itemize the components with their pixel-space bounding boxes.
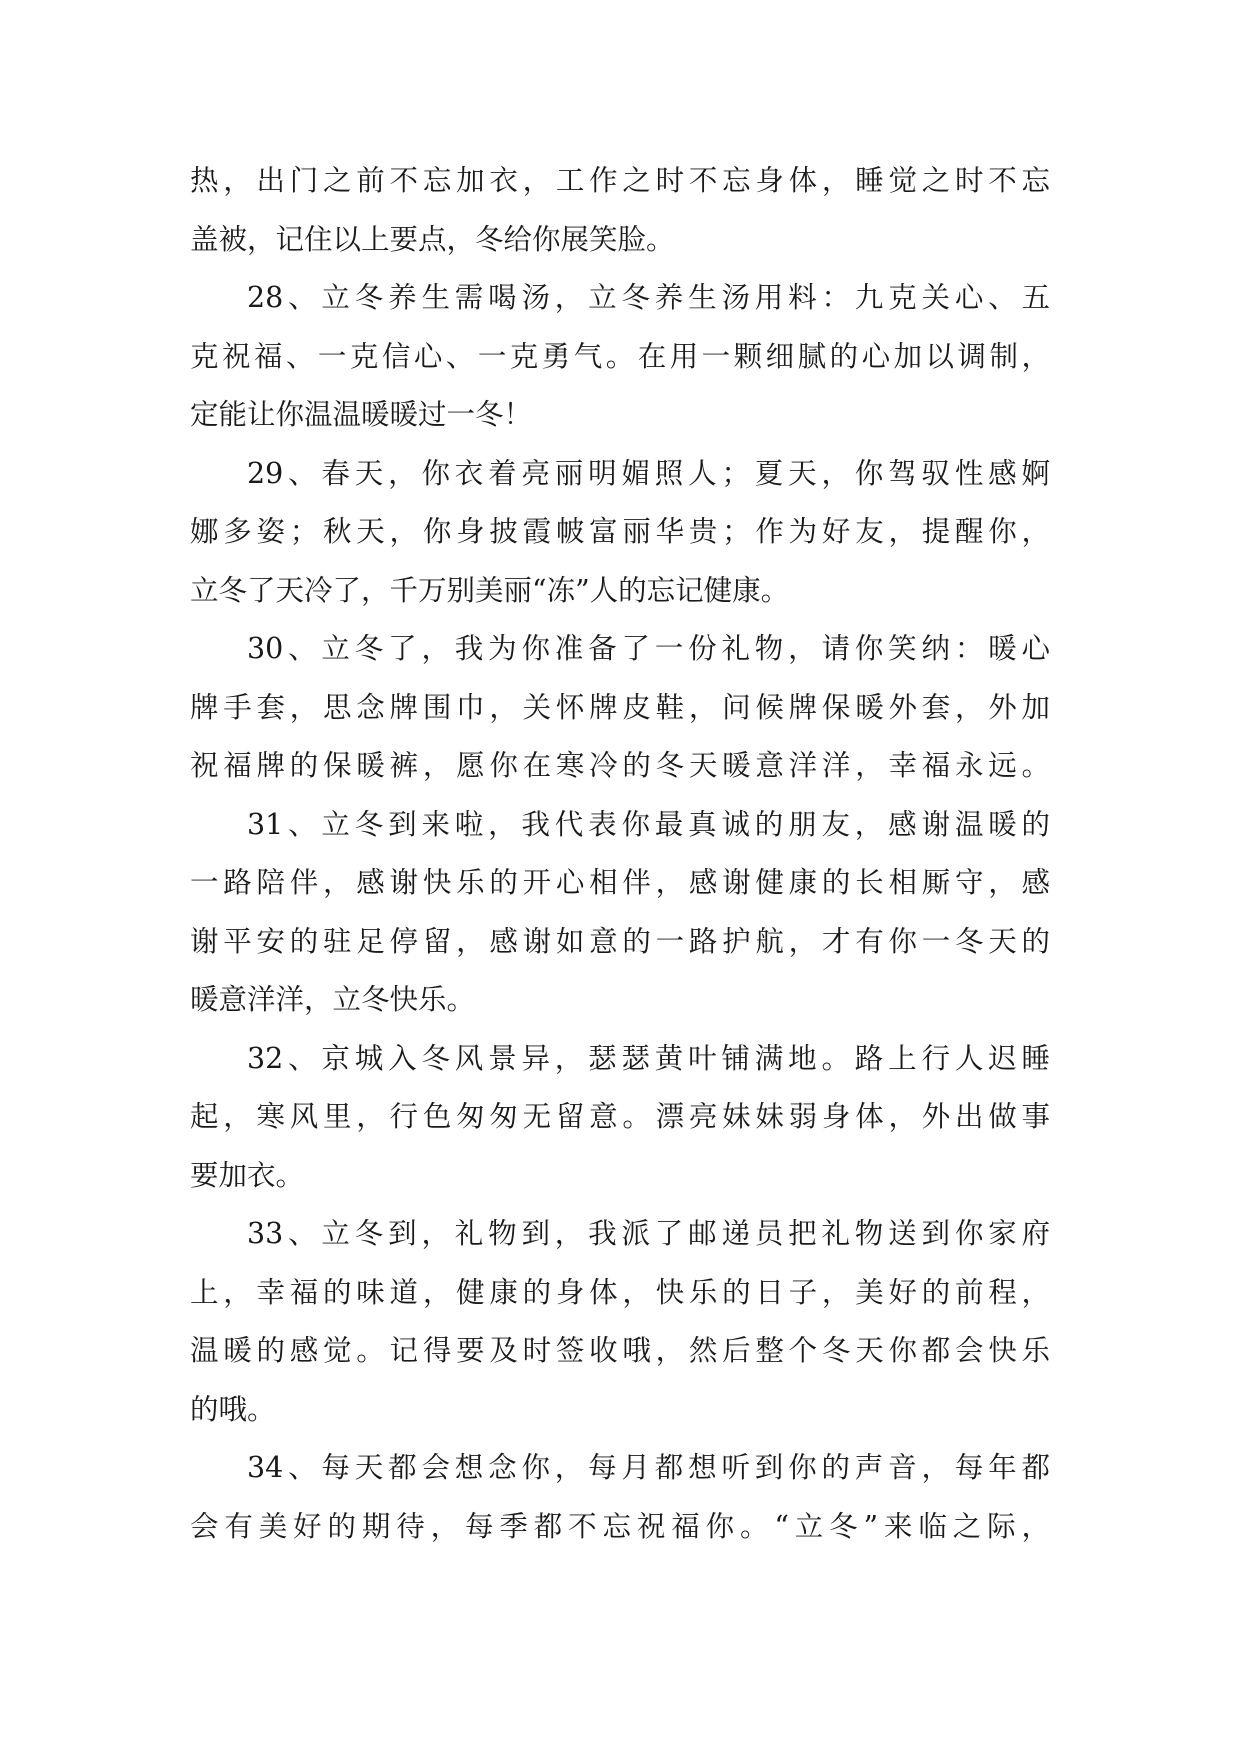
text-line: 定能让你温温暖暖过一冬！ <box>190 398 533 431</box>
paragraph-28-start: 28、立冬养生需喝汤，立冬养生汤用料：九克关心、五 <box>247 281 1050 314</box>
text-line: 的哦。 <box>190 1392 276 1426</box>
text-line: 热，出门之前不忘加衣，工作之时不忘身体，睡觉之时不忘 <box>190 164 1050 197</box>
text-line: 暖意洋洋，立冬快乐。 <box>190 983 476 1016</box>
text-line: 盖被，记住以上要点，冬给你展笑脸。 <box>190 222 675 256</box>
text-line: 祝福牌的保暖裤，愿你在寒冷的冬天暖意洋洋，幸福永远。 <box>190 749 1050 782</box>
text-line: 起，寒风里，行色匆匆无留意。漂亮妹妹弱身体，外出做事 <box>190 1100 1050 1133</box>
text-line: 温暖的感觉。记得要及时签收哦，然后整个冬天你都会快乐 <box>190 1334 1050 1367</box>
text-line: 上，幸福的味道，健康的身体，快乐的日子，美好的前程， <box>190 1275 1050 1309</box>
body-text <box>190 152 1050 1556</box>
text-line: 会有美好的期待，每季都不忘祝福你。“立冬”来临之际， <box>190 1509 1050 1543</box>
paragraph-29-start: 29、春天，你衣着亮丽明媚照人；夏天，你驾驭性感婀 <box>247 456 1050 490</box>
paragraph-32-start: 32、京城入冬风景异，瑟瑟黄叶铺满地。路上行人迟睡 <box>247 1041 1050 1075</box>
text-line: 娜多姿；秋天，你身披霞帔富丽华贵；作为好友，提醒你， <box>190 515 1050 548</box>
paragraph-34-start: 34、每天都会想念你，每月都想听到你的声音，每年都 <box>247 1451 1050 1484</box>
paragraph-31-start: 31、立冬到来啦，我代表你最真诚的朋友，感谢温暖的 <box>247 807 1050 841</box>
text-line: 立冬了天冷了，千万别美丽“冻”人的忘记健康。 <box>190 573 790 607</box>
text-line: 谢平安的驻足停留，感谢如意的一路护航，才有你一冬天的 <box>190 924 1050 958</box>
text-line: 要加衣。 <box>190 1158 305 1192</box>
text-line: 一路陪伴，感谢快乐的开心相伴，感谢健康的长相厮守，感 <box>190 866 1050 899</box>
paragraph-30-start: 30、立冬了，我为你准备了一份礼物，请你笑纳：暖心 <box>247 632 1050 665</box>
text-line: 克祝福、一克信心、一克勇气。在用一颗细腻的心加以调制， <box>190 339 1050 373</box>
paragraph-33-start: 33、立冬到，礼物到，我派了邮递员把礼物送到你家府 <box>247 1217 1050 1250</box>
text-line: 牌手套，思念牌围巾，关怀牌皮鞋，问候牌保暖外套，外加 <box>190 690 1050 724</box>
